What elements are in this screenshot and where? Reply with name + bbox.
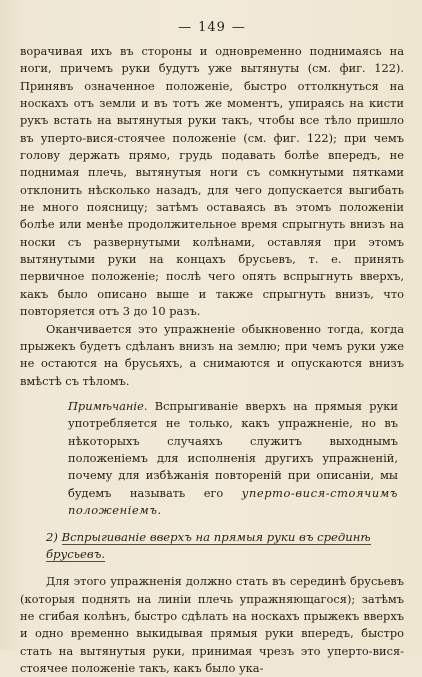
paragraph-3: Для этого упражненія должно стать въ серединѣ брусьевъ (которыя поднять на линіи плечь упражняющагося); затѣмъ не сгибая колѣнъ, быстро сдѣлать на носкахъ прыжекъ вверхъ и одно временно выкидывая прямыя руки впередъ, быстро стать на вытянутыя руки, принимая чрезъ это уперто-вися-стоячее положеніе такъ, какъ было ука- [20, 574, 404, 675]
page-number: — 149 — [178, 20, 246, 35]
section-number: 2) [46, 530, 58, 545]
section-heading [46, 529, 404, 563]
page-number-value: 149 [198, 20, 226, 35]
paragraph-2: Оканчивается это упражненіе обыкновенно тогда, когда прыжекъ будетъ сдѣланъ внизъ на землю; при чемъ руки уже не остаются на брусьяхъ, а снимаются и опускаются внизъ вмѣстѣ съ тѣломъ. [20, 321, 404, 388]
note-paragraph [68, 398, 398, 519]
note-end: . [157, 502, 162, 517]
section-title: Вспрыгиваніе вверхъ на прямыя руки въ срединѣ брусьевъ. [46, 530, 371, 562]
paragraph-1: ворачивая ихъ въ стороны и одновременно поднимаясь на ноги, причемъ руки будутъ уже вытянуты (см. фиг. 122). Принявъ означенное положеніе, быстро оттолкнуться на носкахъ отъ земли и въ тотъ же моментъ, упираясь на кисти рукъ встать на вытянутыя руки такъ, чтобы все тѣло пришло въ уперто-вися-стоячее положеніе (см. фиг. 122); при чемъ голову держать прямо, грудь подавать болѣе впередъ, не поднимая плечь, вытянутыя ноги съ сомкнутыми пятками отклонить нѣсколько назадъ, для чего допускается выгибать не много поясницу; затѣмъ оставаясь въ этомъ положеніи болѣе или менѣе продолжительное время спрыгнуть внизъ на носки съ развернутыми колѣнами, оставляя при этомъ вытянутыми руки на концахъ брусьевъ, т. е. принять первичное положеніе; послѣ чего опять вспрыгнуть вверхъ, какъ было описано выше и также спрыгнуть внизъ, что повторяется отъ 3 до 10 разъ. [20, 44, 404, 319]
note-block [68, 398, 398, 519]
note-text: Вспрыгиваніе вверхъ на прямыя руки употребляется не только, какъ упражненіе, но въ нѣкоторыхъ случаяхъ служитъ выходнымъ положеніемъ для исполненія другихъ упражненій, почему для избѣжанія повтореній при описаніи, мы будемъ называть его [68, 398, 398, 500]
note-term: уперто-вися-стоячимъ положеніемъ [68, 485, 398, 517]
note-lead: Примѣчаніе. [68, 398, 148, 413]
